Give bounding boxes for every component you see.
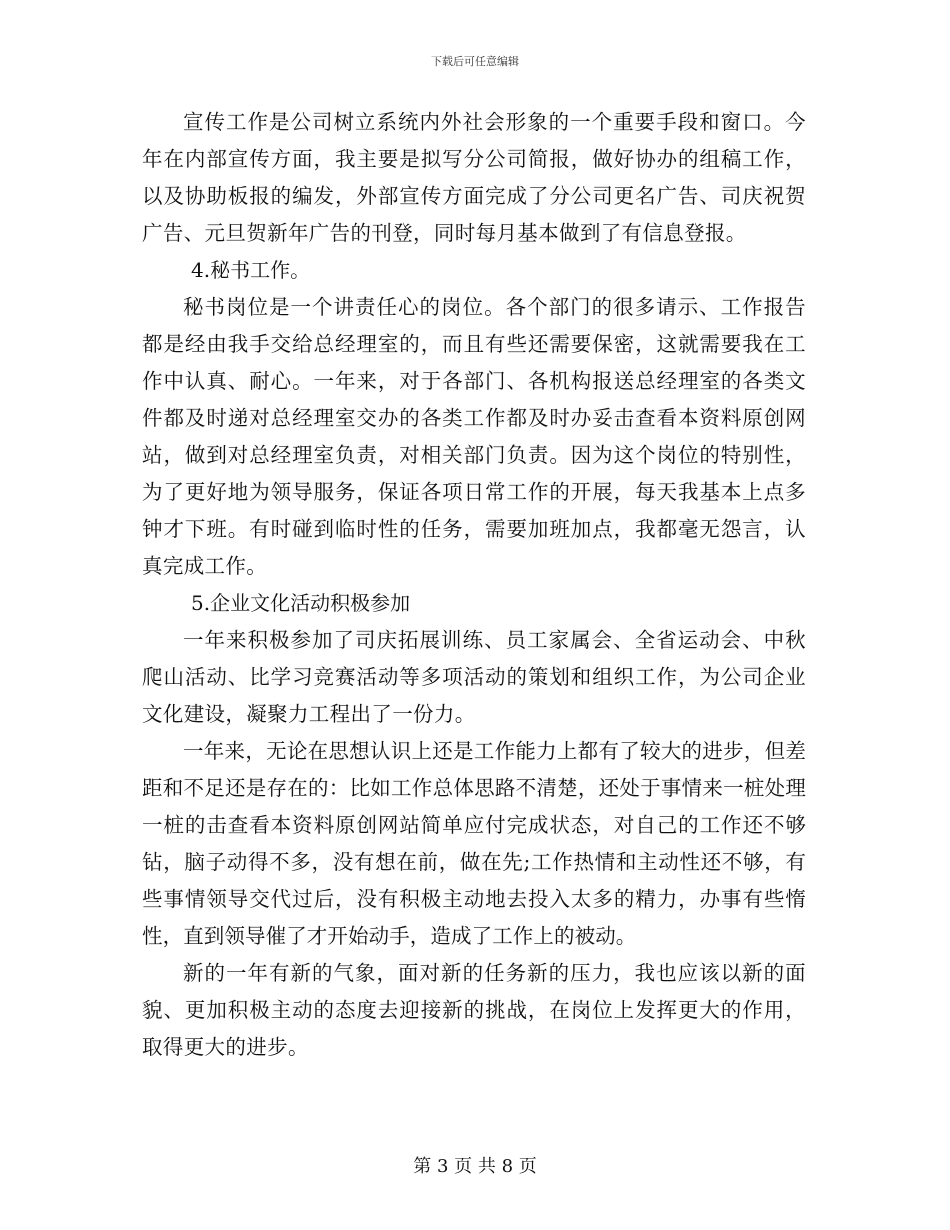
paragraph-shortcomings: 一年来，无论在思想认识上还是工作能力上都有了较大的进步，但差距和不足还是存在的：比如工作总体思路不清楚，还处于事情来一桩处理一桩的击查看本资料原创网站简单应付完成状态，对自己的工作还不够钻，脑子动得不多，没有想在前，做在先;工作热情和主动性还不够，有些事情领导交代过后，没有积极主动地去投入太多的精力，办事有些惰性，直到领导催了才开始动手，造成了工作上的被动。: [142, 739, 806, 948]
paragraph-culture: 一年来积极参加了司庆拓展训练、员工家属会、全省运动会、中秋爬山活动、比学习竞赛活动等多项活动的策划和组织工作，为公司企业文化建设，凝聚力工程出了一份力。: [142, 628, 806, 726]
document-body: [142, 104, 806, 1066]
page-header-note: 下载后可任意编辑: [431, 55, 519, 68]
paragraph-secretary: 秘书岗位是一个讲责任心的岗位。各个部门的很多请示、工作报告都是经由我手交给总经理室的，而且有些还需要保密，这就需要我在工作中认真、耐心。一年来，对于各部门、各机构报送总经理室的各类文件都及时递对总经理室交办的各类工作都及时办妥击查看本资料原创网站，做到对总经理室负责，对相关部门负责。因为这个岗位的特别性，为了更好地为领导服务，保证各项日常工作的开展，每天我基本上点多钟才下班。有时碰到临时性的任务，需要加班加点，我都毫无怨言，认真完成工作。: [142, 295, 806, 578]
section-heading-secretary: 4.秘书工作。: [191, 258, 311, 282]
page-number-footer: 第 3 页 共 8 页: [413, 1156, 537, 1177]
paragraph-new-year: 新的一年有新的气象，面对新的任务新的压力，我也应该以新的面貌、更加积极主动的态度去迎接新的挑战，在岗位上发挥更大的作用，取得更大的进步。: [142, 961, 806, 1059]
paragraph-publicity: 宣传工作是公司树立系统内外社会形象的一个重要手段和窗口。今年在内部宣传方面，我主要是拟写分公司简报，做好协办的组稿工作，以及协助板报的编发，外部宣传方面完成了分公司更名广告、司庆祝贺广告、元旦贺新年广告的刊登，同时每月基本做到了有信息登报。: [142, 110, 806, 245]
section-heading-culture: 5.企业文化活动积极参加: [191, 591, 411, 615]
